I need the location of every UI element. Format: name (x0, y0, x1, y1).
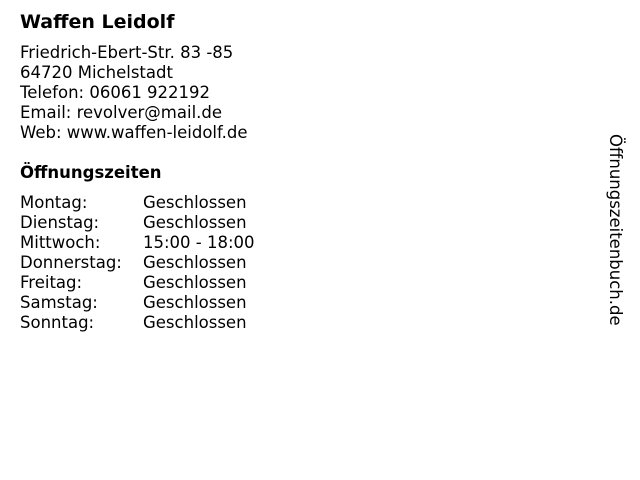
hours-row-sunday (20, 313, 255, 333)
hours-row-saturday (20, 293, 255, 313)
opening-hours-table (20, 193, 255, 333)
hours-row-tuesday (20, 213, 255, 233)
phone-number: Telefon: 06061 922192 (20, 83, 211, 102)
day-label: Samstag: (20, 293, 98, 312)
hours-value: Geschlossen (143, 313, 247, 332)
day-label: Sonntag: (20, 313, 95, 332)
website: Web: www.waffen-leidolf.de (20, 123, 248, 142)
day-label: Montag: (20, 193, 88, 212)
hours-value: Geschlossen (143, 293, 247, 312)
day-label: Donnerstag: (20, 253, 122, 272)
hours-row-thursday (20, 253, 255, 273)
hours-row-wednesday (20, 233, 255, 253)
postal-city: 64720 Michelstadt (20, 63, 173, 82)
day-label: Mittwoch: (20, 233, 101, 252)
hours-value: 15:00 - 18:00 (143, 233, 255, 252)
business-card (20, 10, 255, 333)
hours-row-friday (20, 273, 255, 293)
hours-row-monday (20, 193, 255, 213)
day-label: Dienstag: (20, 213, 100, 232)
site-watermark: Öffnungszeitenbuch.de (606, 134, 625, 326)
day-label: Freitag: (20, 273, 83, 292)
business-name: Waffen Leidolf (20, 11, 175, 33)
opening-hours-heading: Öffnungszeiten (20, 163, 162, 182)
hours-value: Geschlossen (143, 273, 247, 292)
hours-value: Geschlossen (143, 193, 247, 212)
email-address: Email: revolver@mail.de (20, 103, 223, 122)
hours-value: Geschlossen (143, 213, 247, 232)
hours-value: Geschlossen (143, 253, 247, 272)
street-address: Friedrich-Ebert-Str. 83 -85 (20, 43, 234, 62)
contact-details (20, 43, 255, 143)
